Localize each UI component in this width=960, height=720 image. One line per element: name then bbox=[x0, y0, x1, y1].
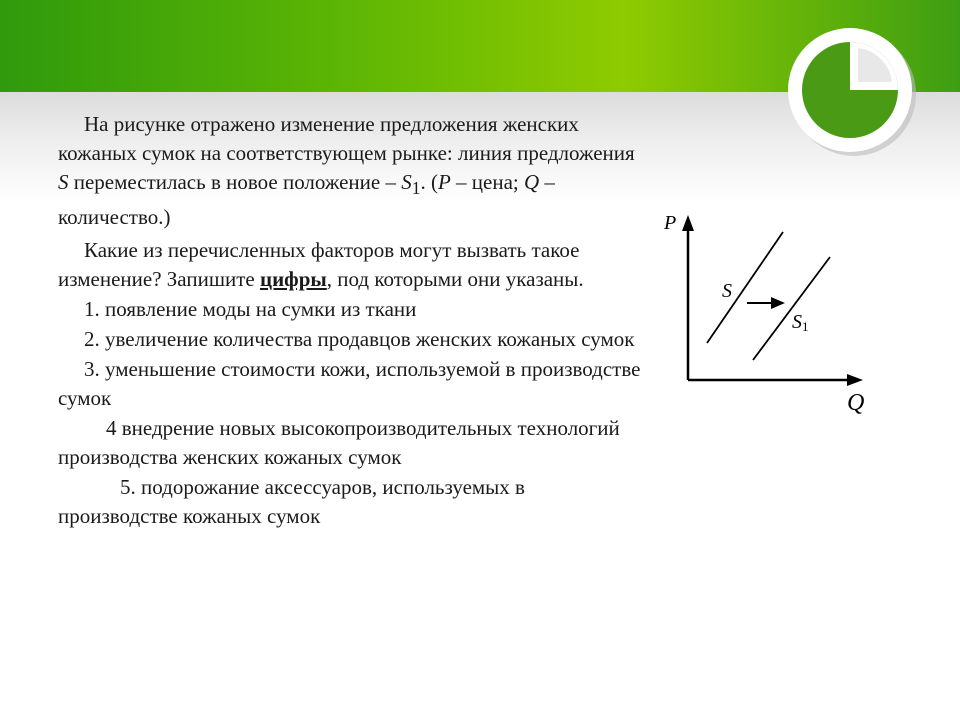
list-item: 1. появление моды на сумки из ткани bbox=[84, 297, 417, 322]
list-item: 2. увеличение количества продавцов женских кожаных сумок bbox=[84, 327, 635, 352]
task-text bbox=[58, 110, 648, 531]
x-axis-label: Q bbox=[847, 390, 865, 416]
list-item: 3. уменьшение стоимости кожи, используемой в производстве сумок bbox=[58, 357, 641, 411]
symbol-s1-subscript: 1 bbox=[411, 178, 421, 199]
curve-s1-label: S1 bbox=[792, 311, 809, 334]
intro-text-2: переместилась в новое положение – bbox=[68, 170, 402, 194]
y-axis-label: P bbox=[664, 212, 677, 234]
intro-text-5: – количество.) bbox=[58, 170, 555, 230]
symbol-p: P bbox=[437, 170, 451, 194]
intro-paragraph bbox=[58, 110, 648, 232]
list-item: 4 внедрение новых высокопроизводительных технологий производства женских кожаных сумок bbox=[58, 416, 620, 470]
intro-text-1: На рисунке отражено изменение предложения женских кожаных сумок на соответствующем рынке: линия предложения bbox=[58, 112, 635, 165]
list-item: 5. подорожание аксессуаров, используемых в производстве кожаных сумок bbox=[58, 475, 525, 529]
curve-s-label: S bbox=[722, 280, 732, 302]
symbol-s1: S bbox=[401, 170, 412, 194]
question-text-1: Какие из перечисленных факторов могут вызвать такое изменение? Запишите bbox=[58, 238, 580, 292]
intro-text-4: – цена; bbox=[450, 170, 524, 194]
symbol-q: Q bbox=[524, 170, 540, 194]
question-highlight: цифры bbox=[259, 267, 327, 292]
intro-text-3: . ( bbox=[420, 170, 438, 194]
symbol-s: S bbox=[58, 170, 69, 194]
pie-logo-icon bbox=[784, 24, 920, 160]
supply-shift-graph bbox=[655, 205, 870, 420]
question-paragraph bbox=[58, 236, 648, 294]
question-text-2: , под которыми они указаны. bbox=[326, 267, 584, 292]
